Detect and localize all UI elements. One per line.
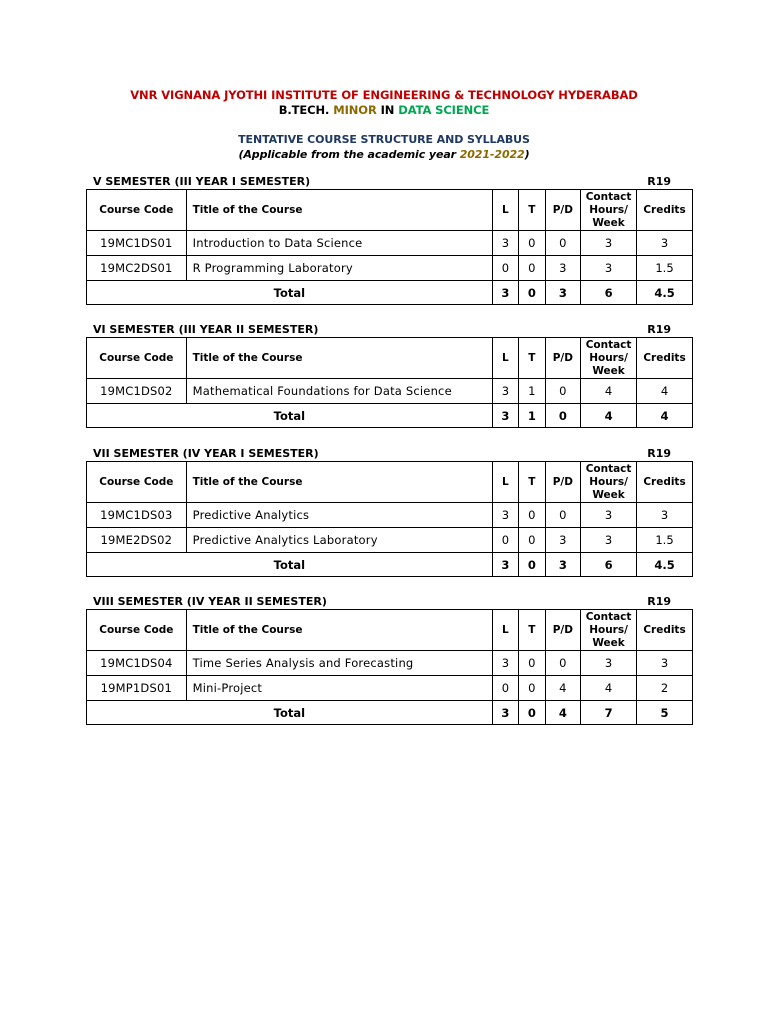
total-label: Total [87,701,493,725]
col-tutorial: T [519,610,545,651]
tutorial-hours: 0 [519,651,545,676]
lecture-hours: 3 [492,651,518,676]
table-header-row [87,610,693,651]
total-label: Total [87,553,493,577]
total-row [87,404,693,428]
total-practical: 4 [545,701,581,725]
course-title: Mini-Project [186,676,492,701]
table-row [87,379,693,404]
table-header-row [87,338,693,379]
practical-hours: 0 [545,503,581,528]
applicable-suffix: ) [524,148,530,161]
lecture-hours: 3 [492,503,518,528]
contact-hours: 3 [581,231,637,256]
semester-title: V SEMESTER (III YEAR I SEMESTER) [93,175,311,188]
contact-header-line: Hours/ [589,351,628,364]
table-row [87,256,693,281]
col-course-title: Title of the Course [186,190,492,231]
credits: 1.5 [637,256,693,281]
total-label: Total [87,281,493,305]
col-practical: P/D [545,610,581,651]
credits: 3 [637,503,693,528]
col-tutorial: T [519,190,545,231]
contact-header-line: Contact [585,190,632,203]
col-credits: Credits [637,190,693,231]
lecture-hours: 0 [492,676,518,701]
total-practical: 3 [545,553,581,577]
col-course-code: Course Code [87,190,187,231]
table-row [87,676,693,701]
col-contact-hours [581,190,637,231]
table-header-row [87,462,693,503]
total-row [87,701,693,725]
total-credits: 4.5 [637,281,693,305]
col-course-title: Title of the Course [186,338,492,379]
regulation-label: R19 [647,323,671,336]
applicable-note [0,148,768,161]
semester-title: VII SEMESTER (IV YEAR I SEMESTER) [93,447,319,460]
col-course-code: Course Code [87,610,187,651]
contact-header-line: Contact [585,462,632,475]
col-course-code: Course Code [87,338,187,379]
practical-hours: 3 [545,528,581,553]
program-in: IN [380,103,395,117]
total-lecture: 3 [492,701,518,725]
col-contact-hours [581,338,637,379]
semester-section [86,447,693,577]
col-course-title: Title of the Course [186,610,492,651]
credits: 1.5 [637,528,693,553]
course-table [86,337,693,428]
col-practical: P/D [545,190,581,231]
col-practical: P/D [545,462,581,503]
semester-section [86,595,693,725]
total-tutorial: 1 [519,404,545,428]
credits: 3 [637,231,693,256]
lecture-hours: 3 [492,231,518,256]
regulation-label: R19 [647,447,671,460]
col-course-code: Course Code [87,462,187,503]
semester-title: VI SEMESTER (III YEAR II SEMESTER) [93,323,319,336]
contact-header-line: Hours/ [589,475,628,488]
structure-title: TENTATIVE COURSE STRUCTURE AND SYLLABUS [238,133,530,146]
col-contact-hours [581,610,637,651]
table-row [87,651,693,676]
regulation-label: R19 [647,595,671,608]
practical-hours: 4 [545,676,581,701]
lecture-hours: 0 [492,528,518,553]
contact-hours: 3 [581,503,637,528]
course-code: 19ME2DS02 [87,528,187,553]
semester-title: VIII SEMESTER (IV YEAR II SEMESTER) [93,595,327,608]
contact-hours: 4 [581,676,637,701]
col-practical: P/D [545,338,581,379]
total-contact-hours: 6 [581,281,637,305]
total-lecture: 3 [492,404,518,428]
contact-header-line: Week [592,636,625,649]
course-title: Predictive Analytics Laboratory [186,528,492,553]
total-credits: 4 [637,404,693,428]
course-title: Time Series Analysis and Forecasting [186,651,492,676]
contact-header-line: Week [592,364,625,377]
regulation-label: R19 [647,175,671,188]
total-credits: 5 [637,701,693,725]
col-lecture: L [492,190,518,231]
contact-header-line: Hours/ [589,623,628,636]
contact-hours: 3 [581,528,637,553]
semester-heading [86,595,693,609]
course-table [86,189,693,305]
table-row [87,528,693,553]
tutorial-hours: 0 [519,528,545,553]
col-tutorial: T [519,338,545,379]
institute-name: VNR VIGNANA JYOTHI INSTITUTE OF ENGINEERING & TECHNOLOGY HYDERABAD [130,88,638,102]
program-minor: MINOR [333,103,377,117]
applicable-prefix: (Applicable from the academic year [238,148,456,161]
semester-heading [86,323,693,337]
total-tutorial: 0 [519,553,545,577]
course-code: 19MC2DS01 [87,256,187,281]
semester-heading [86,175,693,189]
contact-hours: 3 [581,651,637,676]
col-credits: Credits [637,338,693,379]
program-title [0,103,768,117]
semester-section [86,175,693,305]
course-code: 19MC1DS04 [87,651,187,676]
contact-header-line: Hours/ [589,203,628,216]
total-label: Total [87,404,493,428]
tutorial-hours: 0 [519,231,545,256]
total-contact-hours: 4 [581,404,637,428]
total-contact-hours: 6 [581,553,637,577]
credits: 3 [637,651,693,676]
practical-hours: 3 [545,256,581,281]
contact-header-line: Week [592,488,625,501]
course-code: 19MC1DS03 [87,503,187,528]
total-practical: 3 [545,281,581,305]
lecture-hours: 0 [492,256,518,281]
credits: 2 [637,676,693,701]
semester-heading [86,447,693,461]
total-practical: 0 [545,404,581,428]
program-prefix: B.TECH. [278,103,330,117]
course-title: R Programming Laboratory [186,256,492,281]
contact-hours: 3 [581,256,637,281]
course-title: Predictive Analytics [186,503,492,528]
tutorial-hours: 1 [519,379,545,404]
col-credits: Credits [637,462,693,503]
tutorial-hours: 0 [519,256,545,281]
course-title: Introduction to Data Science [186,231,492,256]
program-subject: DATA SCIENCE [398,103,490,117]
total-lecture: 3 [492,281,518,305]
table-row [87,503,693,528]
col-credits: Credits [637,610,693,651]
col-lecture: L [492,462,518,503]
contact-hours: 4 [581,379,637,404]
col-lecture: L [492,338,518,379]
table-row [87,231,693,256]
contact-header-line: Contact [585,610,632,623]
col-contact-hours [581,462,637,503]
col-lecture: L [492,610,518,651]
course-code: 19MP1DS01 [87,676,187,701]
total-row [87,281,693,305]
tutorial-hours: 0 [519,676,545,701]
total-row [87,553,693,577]
course-code: 19MC1DS01 [87,231,187,256]
practical-hours: 0 [545,379,581,404]
practical-hours: 0 [545,231,581,256]
col-course-title: Title of the Course [186,462,492,503]
total-tutorial: 0 [519,701,545,725]
course-title: Mathematical Foundations for Data Science [186,379,492,404]
applicable-year: 2021-2022 [459,148,525,161]
course-code: 19MC1DS02 [87,379,187,404]
tutorial-hours: 0 [519,503,545,528]
credits: 4 [637,379,693,404]
lecture-hours: 3 [492,379,518,404]
table-header-row [87,190,693,231]
practical-hours: 0 [545,651,581,676]
contact-header-line: Contact [585,338,632,351]
total-contact-hours: 7 [581,701,637,725]
course-table [86,461,693,577]
course-table [86,609,693,725]
semester-section [86,323,693,428]
col-tutorial: T [519,462,545,503]
total-lecture: 3 [492,553,518,577]
contact-header-line: Week [592,216,625,229]
total-credits: 4.5 [637,553,693,577]
total-tutorial: 0 [519,281,545,305]
